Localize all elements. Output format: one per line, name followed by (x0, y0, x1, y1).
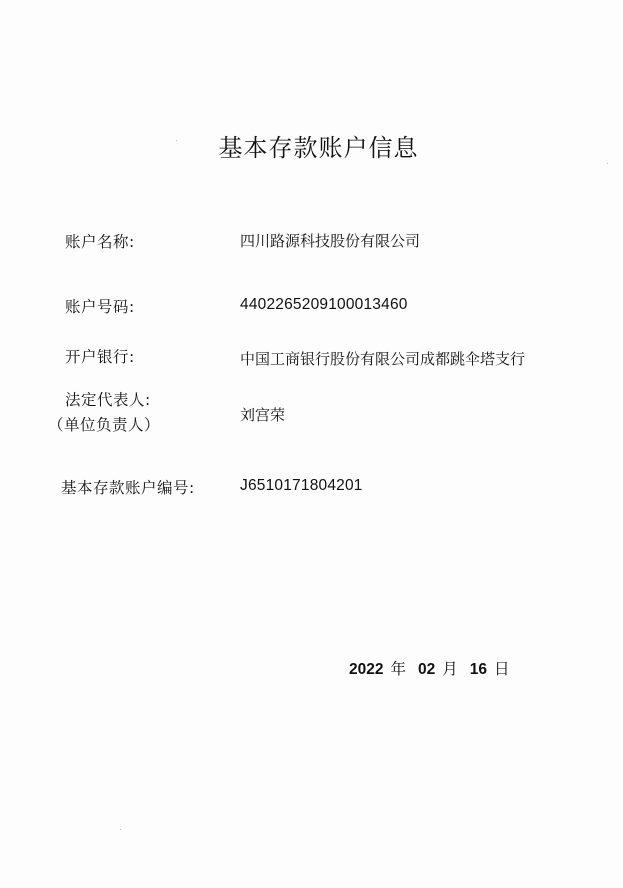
account-name-label: 账户名称: (65, 233, 135, 251)
issue-date (349, 657, 510, 679)
date-year: 2022 (349, 661, 384, 678)
basic-account-id-label: 基本存款账户编号: (61, 479, 195, 497)
account-name-value: 四川路源科技股份有限公司 (240, 232, 421, 250)
account-number-value: 4402265209100013460 (240, 296, 408, 313)
date-day-unit: 日 (494, 660, 510, 678)
scan-speck (120, 829, 121, 830)
date-year-unit: 年 (390, 660, 406, 678)
scan-speck (176, 140, 177, 141)
document-title: 基本存款账户信息 (218, 134, 419, 162)
scan-speck (607, 163, 608, 164)
legal-rep-label: 法定代表人: (65, 391, 151, 409)
account-number-label: 账户号码: (65, 298, 135, 316)
date-month: 02 (418, 661, 436, 678)
unit-head-label: （单位负责人） (48, 416, 161, 434)
bank-label: 开户银行: (65, 348, 135, 366)
legal-rep-value: 刘宫荣 (240, 406, 286, 424)
date-month-unit: 月 (442, 660, 458, 678)
bank-value: 中国工商银行股份有限公司成都跳伞塔支行 (240, 350, 526, 368)
basic-account-id-value: J6510171804201 (240, 477, 363, 494)
date-day: 16 (469, 661, 488, 678)
